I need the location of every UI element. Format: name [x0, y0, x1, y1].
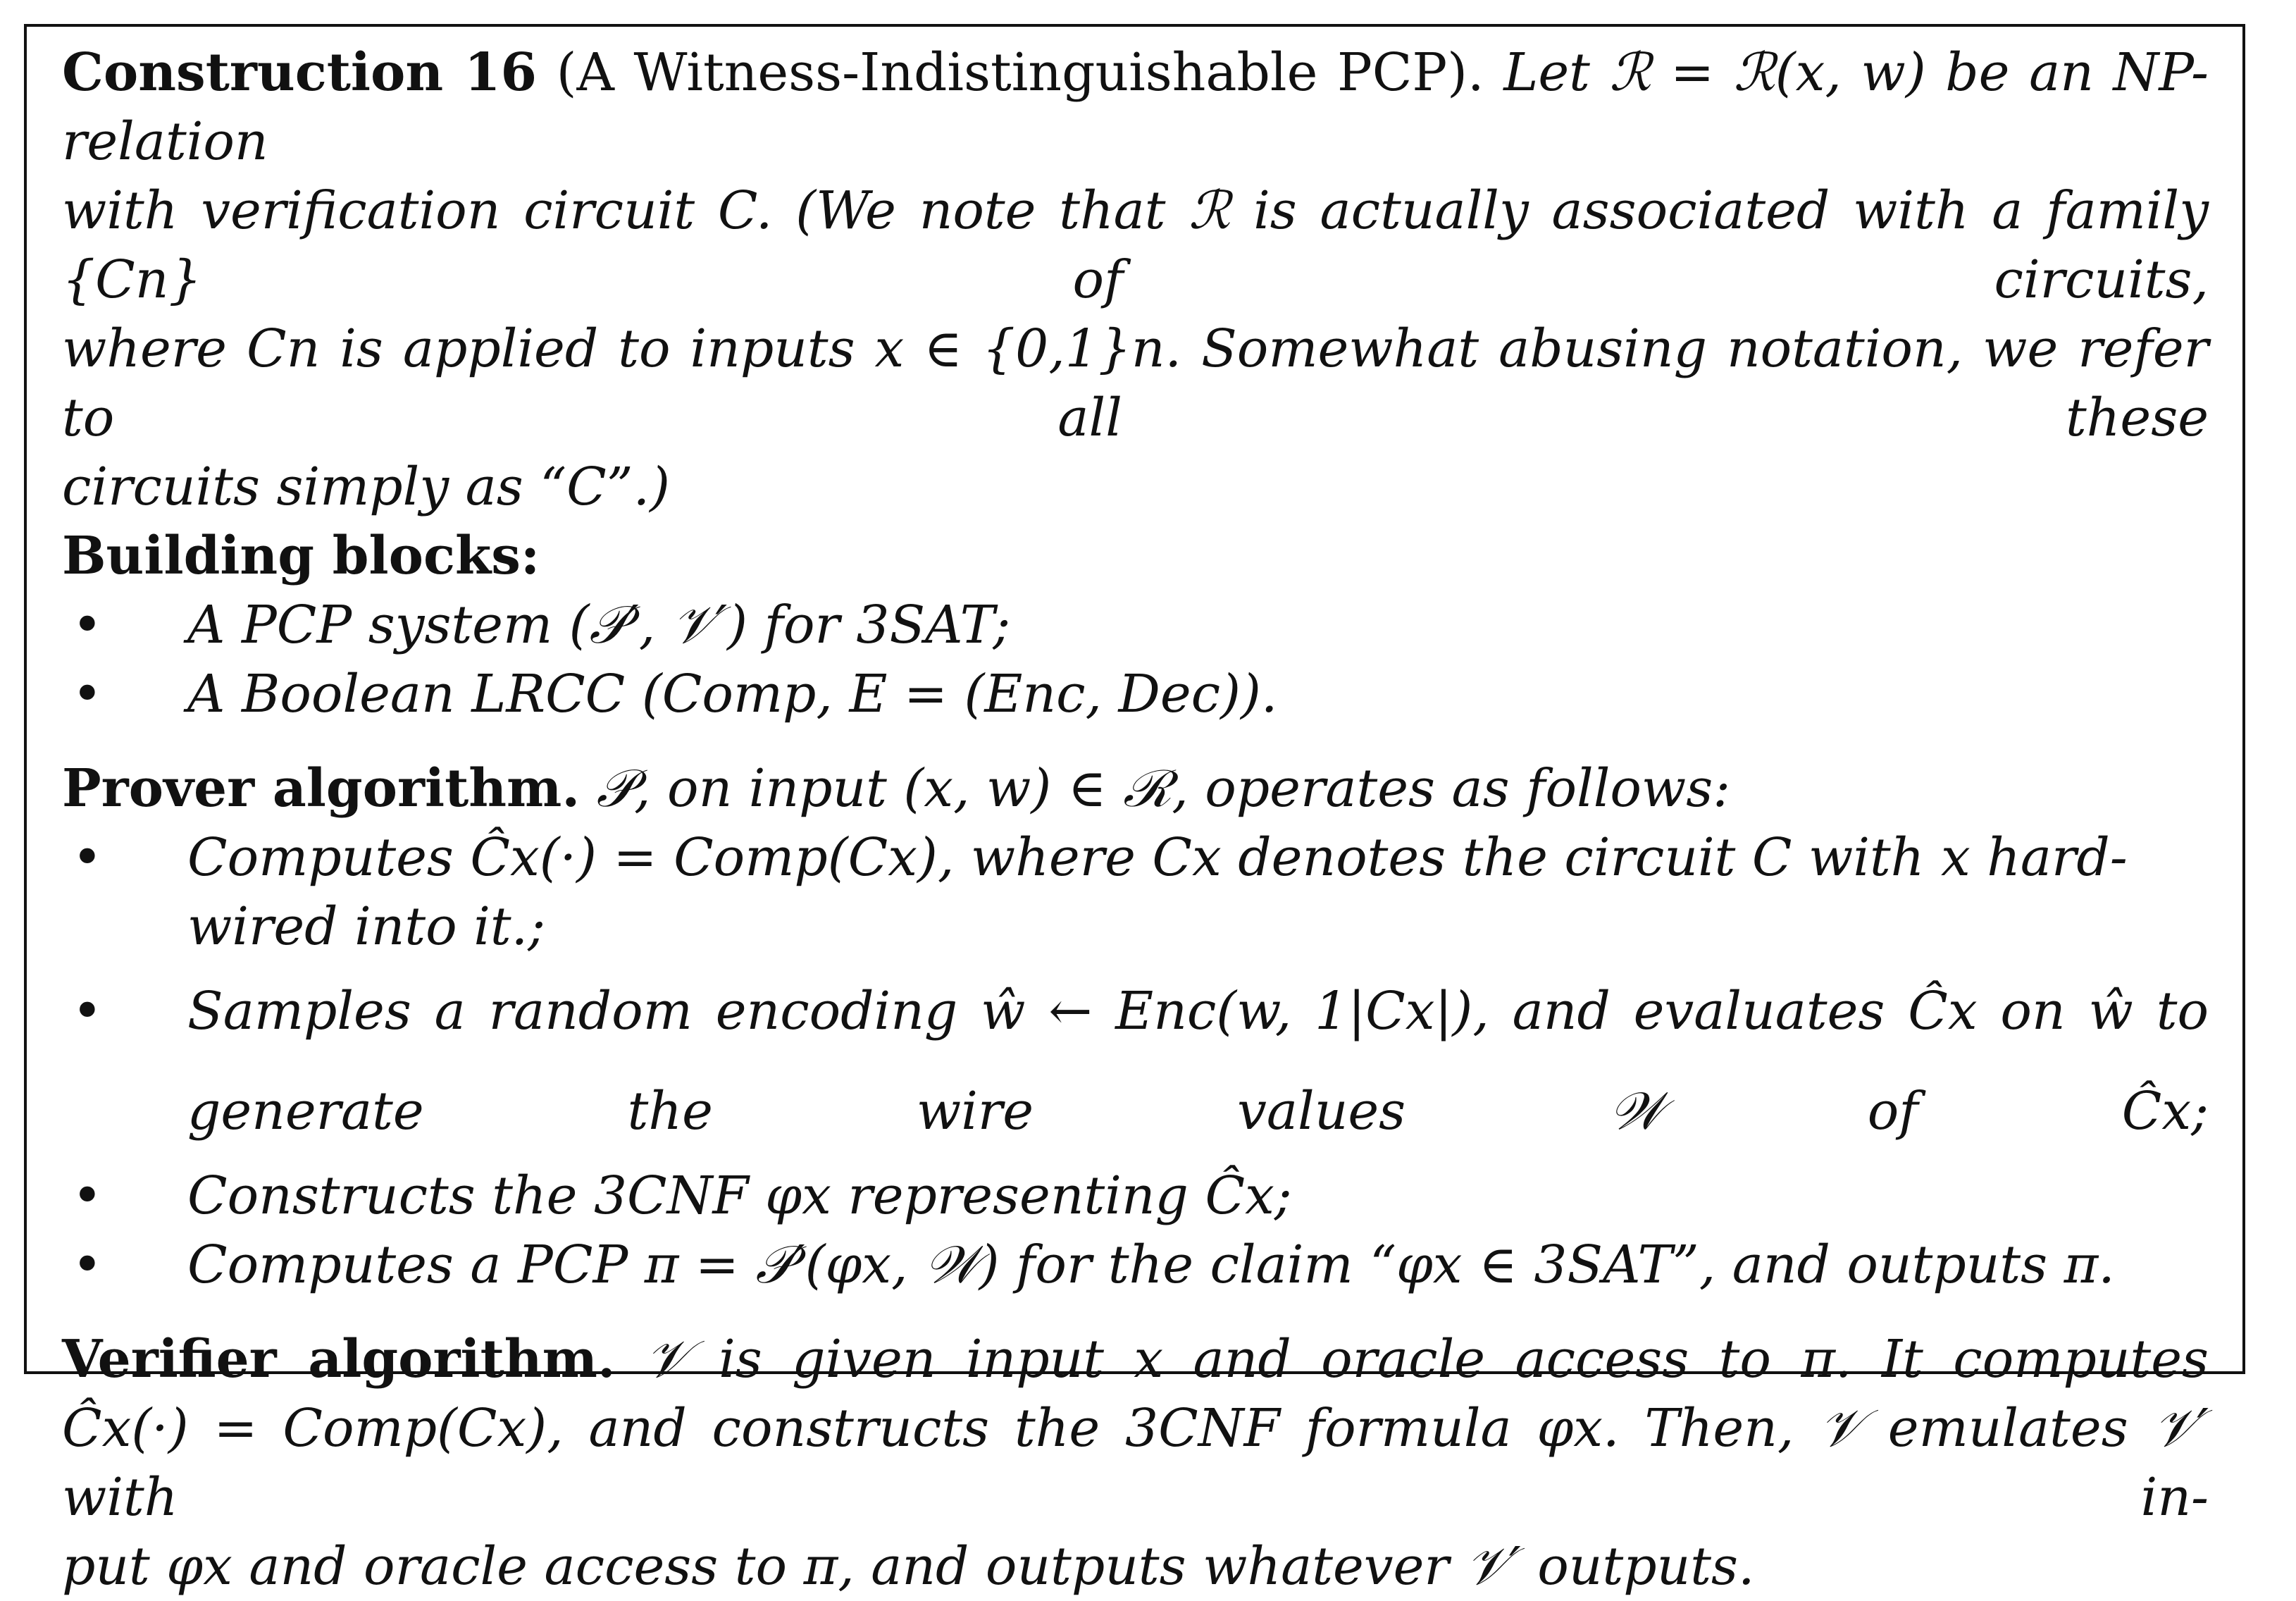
construction-intro-line-3: where Cn is applied to inputs x ∈ {0,1}n. Somewhat abusing notation, we refer to all these — [62, 319, 2209, 448]
prover-step-compute: Computes Ĉx(·) = Comp(Cx), where Cx denotes the circuit C with x hard-wired into it.; — [187, 827, 2128, 957]
construction-content — [62, 38, 2209, 1601]
construction-heading: Construction 16 — [62, 42, 538, 103]
construction-intro-line-4: circuits simply as “C”.) — [62, 457, 670, 517]
building-block-lrcc: A Boolean LRCC (Comp, E = (Enc, Dec)). — [187, 664, 1278, 724]
building-blocks-heading: Building blocks: — [62, 526, 540, 586]
construction-box — [24, 24, 2245, 1597]
verifier-text-line-3: put φx and oracle access to π, and outputs whatever 𝒱′ outputs. — [62, 1536, 1755, 1597]
bullet-icon: • — [72, 1166, 103, 1226]
verifier-line-1 — [62, 1325, 2209, 1394]
prover-step-construct: Constructs the 3CNF φx representing Ĉx; — [187, 1166, 1292, 1226]
list-item — [62, 961, 2209, 1161]
prover-heading: Prover algorithm. — [62, 758, 581, 819]
prover-step-output: Computes a PCP π = 𝒫′(φx, 𝒲) for the claim “φx ∈ 3SAT”, and outputs π. — [187, 1235, 2115, 1295]
list-item — [62, 1161, 2209, 1230]
prover-step-sample: Samples a random encoding ŵ ← Enc(w, 1|Cx|), and evaluates Ĉx on ŵ to generate the wire values 𝒲 of Ĉx; — [187, 981, 2209, 1142]
spacer — [62, 729, 2209, 754]
list-item — [62, 660, 2209, 729]
verifier-heading: Verifier algorithm. — [62, 1329, 616, 1390]
construction-intro-line-1: Let ℛ = ℛ(x, w) be an NP-relation — [62, 42, 2209, 172]
construction-intro-line-2: with verification circuit C. (We note that ℛ is actually associated with a family {Cn} of circuits, — [62, 180, 2209, 310]
list-item — [62, 823, 2209, 961]
construction-title: (A Witness-Indistinguishable PCP). — [556, 42, 1484, 103]
bullet-icon: • — [72, 664, 103, 724]
prover-steps-list — [62, 823, 2209, 1299]
list-item — [62, 591, 2209, 660]
bullet-icon: • — [72, 1235, 103, 1295]
verifier-text-line-2: Ĉx(·) = Comp(Cx), and constructs the 3CNF formula φx. Then, 𝒱 emulates 𝒱′ with in- — [62, 1398, 2209, 1528]
building-blocks-list — [62, 591, 2209, 729]
bullet-icon: • — [72, 595, 103, 655]
list-item — [62, 1230, 2209, 1299]
verifier-text-line-1: 𝒱 is given input x and oracle access to π. It computes — [645, 1329, 2209, 1390]
construction-line-1 — [62, 38, 2209, 176]
bullet-icon: • — [72, 827, 103, 888]
spacer — [62, 1299, 2209, 1325]
building-block-pcp: A PCP system (𝒫′, 𝒱′) for 3SAT; — [187, 595, 1011, 655]
prover-intro: 𝒫, on input (x, w) ∈ ℛ, operates as follows: — [596, 758, 1731, 819]
bullet-icon: • — [72, 981, 103, 1041]
prover-paragraph — [62, 754, 2209, 823]
